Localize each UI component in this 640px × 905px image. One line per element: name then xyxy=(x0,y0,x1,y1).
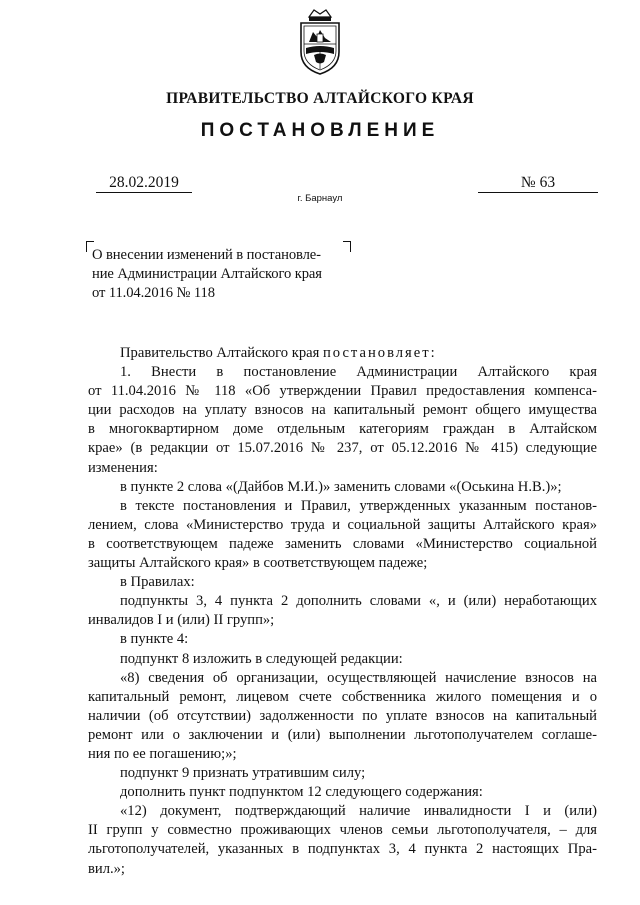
body-line: вил.»; xyxy=(88,860,125,877)
body-line: 1. Внести в постановление Администрации Алтайского края xyxy=(120,364,597,381)
subject-line: от 11.04.2016 № 118 xyxy=(92,285,215,302)
document-subject xyxy=(92,246,374,303)
intro-prefix: Правительство Алтайского края xyxy=(120,345,323,361)
body-line: в Правилах: xyxy=(120,574,195,591)
body-line: «12) документ, подтверждающий наличие инвалидности I и (или) xyxy=(120,803,597,820)
body-line: ции расходов на уплату взносов на капитальный ремонт общего имущества xyxy=(88,402,597,419)
body-line: лением, слова «Министерство труда и социальной защиты Алтайского края» xyxy=(88,516,597,533)
government-title: ПРАВИТЕЛЬСТВО АЛТАЙСКОГО КРАЯ xyxy=(166,90,474,107)
altai-krai-coat-of-arms-icon xyxy=(297,8,343,76)
body-intro xyxy=(88,344,597,363)
body-line: ния по ее погашению;»; xyxy=(88,745,237,762)
body-line: ремонт или о заключении и (или) выполнении льготополучателем соглаше- xyxy=(88,726,597,743)
body-line: льготополучателей, указанных в подпунктах 3, 4 пункта 2 настоящих Пра- xyxy=(88,841,597,858)
document-type: ПОСТАНОВЛЕНИЕ xyxy=(200,120,440,141)
body-line: капитальный ремонт, лицевом счете собственника жилого помещения и о xyxy=(88,688,597,705)
body-line: от 11.04.2016 № 118 «Об утверждении Правил предоставления компенса- xyxy=(88,383,597,400)
document-number: № 63 xyxy=(478,174,598,193)
body-line: в тексте постановления и Правил, утвержденных указанным постанов- xyxy=(120,497,597,514)
body-line: дополнить пункт подпунктом 12 следующего содержания: xyxy=(120,784,483,801)
body-line: в соответствующем падеже заменить словами «Министерство социальной xyxy=(88,535,597,552)
subject-line: ние Администрации Алтайского края xyxy=(92,266,322,283)
document-date: 28.02.2019 xyxy=(96,174,192,193)
body-line: крае» (в редакции от 15.07.2016 № 237, от 05.12.2016 № 415) следующие xyxy=(88,440,597,457)
intro-decree-word: постановляет: xyxy=(322,345,437,361)
body-line: инвалидов I и (или) II групп»; xyxy=(88,612,275,629)
subject-line: О внесении изменений в постановле- xyxy=(92,247,321,263)
body-line: в пункте 4: xyxy=(120,631,189,648)
body-line: подпункт 9 признать утратившим силу; xyxy=(120,765,366,782)
body-line: «8) сведения об организации, осуществляющей начисление взносов на xyxy=(120,669,597,686)
document-body xyxy=(88,344,597,879)
body-line: защиты Алтайского края» в соответствующем падеже; xyxy=(88,555,428,572)
body-line: II групп у совместно проживающих членов семьи льготополучателя, – для xyxy=(88,822,597,839)
body-line: наличии (об отсутствии) задолженности по уплате взносов на капитальный xyxy=(88,707,597,724)
body-line: изменения: xyxy=(88,459,158,476)
body-line: подпункт 8 изложить в следующей редакции: xyxy=(120,650,403,667)
body-line: подпункты 3, 4 пункта 2 дополнить словами «, и (или) неработающих xyxy=(120,593,597,610)
city-label: г. Барнаул xyxy=(297,193,343,204)
body-line: в многоквартирном доме отдельным категориям граждан в Алтайском xyxy=(88,421,597,438)
body-line: в пункте 2 слова «(Дайбов М.И.)» заменить словами «(Оськина Н.В.)»; xyxy=(120,478,562,495)
